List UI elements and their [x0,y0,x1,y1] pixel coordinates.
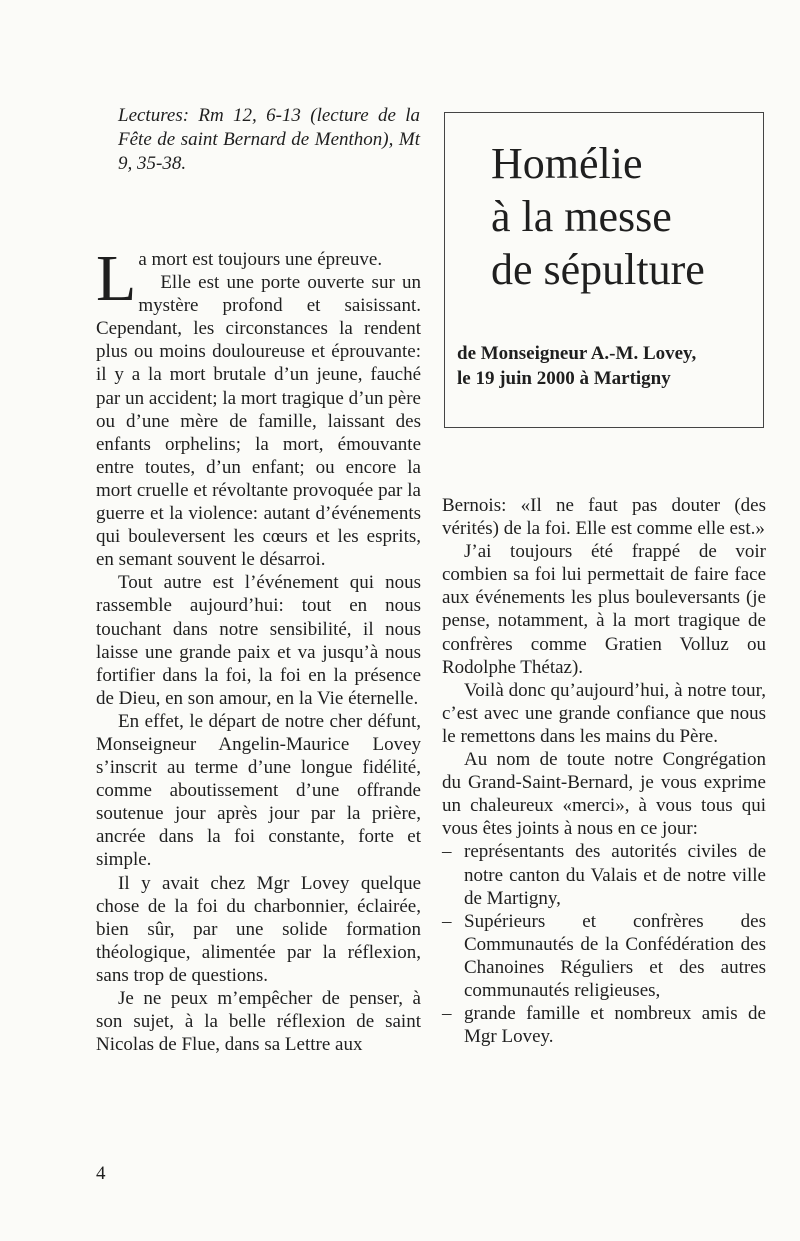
paragraph: Au nom de toute notre Congrégation du Grand-Saint-Bernard, je vous exprime un chaleureux «merci», à vous tous qui vous êtes joints à nous en ce jour: [442,749,766,840]
subtitle-line: le 19 juin 2000 à Martigny [457,368,671,389]
title-box [444,112,764,428]
paragraph: J’ai toujours été frappé de voir combien sa foi lui permettait de faire face aux événements les plus bouleversants (je pense, notamment, à la mort tragique de confrères comme Gratien Volluz ou Rodolphe Thétaz). [442,541,766,678]
paragraph: Tout autre est l’événement qui nous rassemble aujourd’hui: tout en nous touchant dans notre sensibilité, il nous laisse une grande paix et va jusqu’à nous fortifier dans la foi, la foi en la présence de Dieu, en son amour, en la Vie éternelle. [96,572,421,709]
lectures-note: Lectures: Rm 12, 6-13 (lecture de la Fête de saint Bernard de Menthon), Mt 9, 35-38. [118,105,420,174]
subtitle-line: de Monseigneur A.-M. Lovey, [457,343,697,364]
title-line: à la messe [491,192,672,241]
subtitle [457,341,696,391]
text-column-right [442,494,766,1048]
paragraph: Il y avait chez Mgr Lovey quelque chose de la foi du charbonnier, éclairée, bien sûr, par une solide formation théologique, alimentée par la réflexion, sans trop de questions. [96,872,421,986]
paragraph: Elle est une porte ouverte sur un mystère profond et saisissant. Cependant, les circonstances la rendent plus ou moins douloureuse et éprouvante: il y a la mort brutale d’un jeune, fauché par un accident; la mort tragique d’un père ou d’une mère de famille, laissant des enfants orphelins; la mort, émouvante entre toutes, d’un enfant; ou encore la mort cruelle et révoltante provoquée par la guerre et la violence: autant d’événements qui bouleversent les cœurs et les esprits, en semant souvent le désarroi. [96,272,421,571]
title-line: Homélie [491,139,643,188]
paragraph: Bernois: «Il ne faut pas douter (des vérités) de la foi. Elle est comme elle est.» [442,495,766,540]
drop-cap: L [96,242,137,315]
paragraph: Voilà donc qu’aujourd’hui, à notre tour, c’est avec une grande confiance que nous le remettons dans les mains du Père. [442,679,766,747]
text-column-left [96,242,421,1056]
thanks-list [442,840,766,1048]
title-line: de sépulture [491,245,705,294]
list-item: – Supérieurs et confrères des Communautés de la Confédération des Chanoines Réguliers et des autres communautés religieuses, [442,910,766,1002]
paragraph: En effet, le départ de notre cher défunt, Monseigneur Angelin-Maurice Lovey s’inscrit au terme d’une longue fidélité, comme aboutissement d’une offrande soutenue jour après jour par la prière, ancrée dans la foi constante, forte et simple. [96,710,421,871]
paragraph-text: a mort est toujours une épreuve. [138,249,383,270]
page-title [491,137,705,296]
paragraph [96,242,421,315]
list-item: – grande famille et nombreux amis de Mgr Lovey. [442,1002,766,1048]
list-item: – représentants des autorités civiles de notre canton du Valais et de notre ville de Martigny, [442,840,766,909]
page-number: 4 [96,1163,106,1184]
paragraph: Je ne peux m’empêcher de penser, à son sujet, à la belle réflexion de saint Nicolas de Flue, dans sa Lettre aux [96,988,421,1056]
